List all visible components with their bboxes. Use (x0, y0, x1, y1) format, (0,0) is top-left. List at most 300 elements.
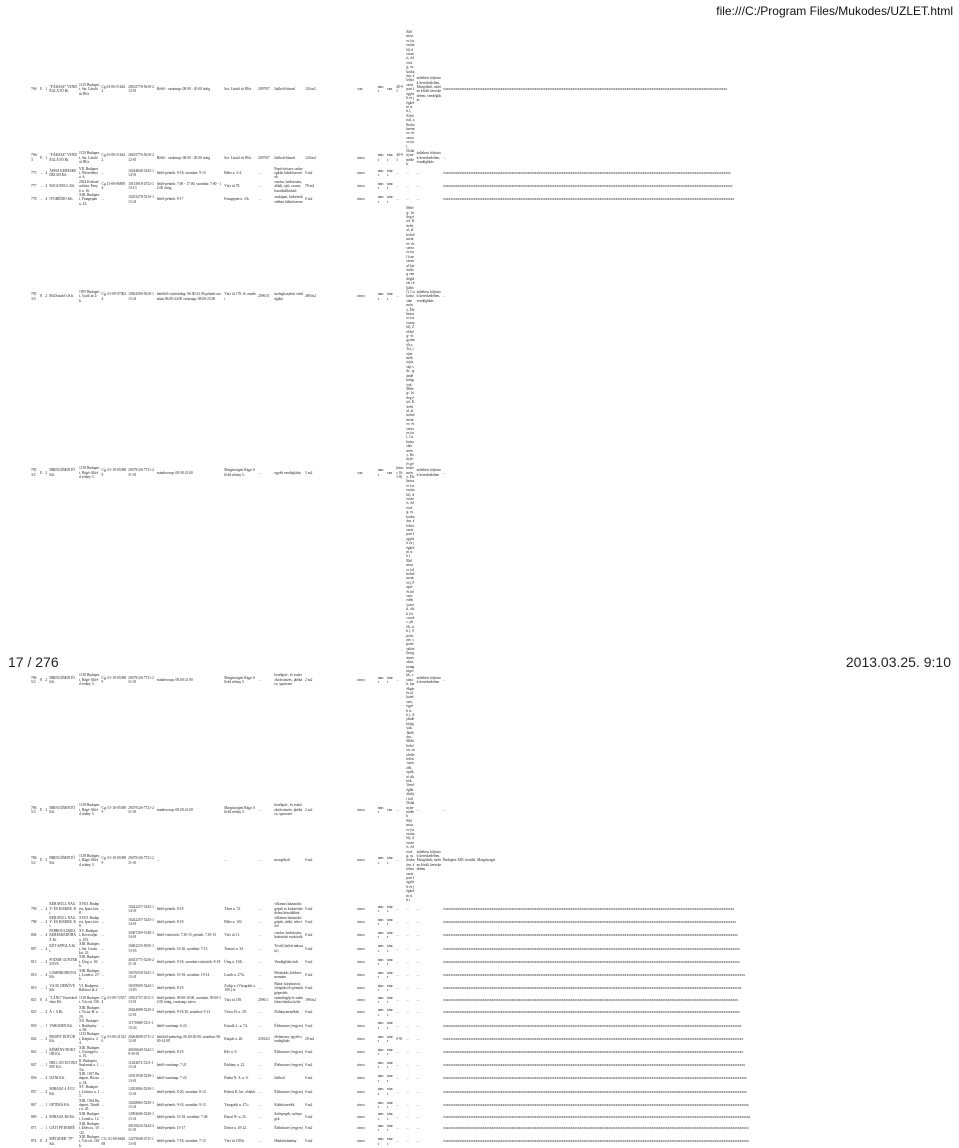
table-row (30, 995, 959, 1006)
table-cell: ... (40, 1126, 43, 1131)
table-cell: nincs (357, 1010, 365, 1015)
table-cell: ... (396, 906, 399, 911)
table-cell: 1097 Budapest, Gyáli út 3/b. (79, 289, 100, 303)
table-cell: 40150624-5244-231-01 (128, 1123, 154, 1133)
table-cell: 775 (31, 171, 37, 175)
table-cell: BRINGÓMINTÓ Kft. (49, 675, 75, 684)
table-cell: ... (258, 677, 261, 682)
table-cell: 4 (45, 1010, 48, 1015)
table-cell: ... (406, 933, 410, 938)
table-cell: ... (40, 1076, 43, 1081)
table-cell: 10402233-5050-113-05 (128, 944, 154, 953)
table-cell: Élelmiszer (vegyes) (274, 1063, 304, 1068)
table-cell: nincs (386, 675, 394, 684)
table-cell: ... (40, 1036, 43, 1041)
table-cell: 20/9767 (258, 87, 270, 92)
table-cell: ... (40, 1010, 43, 1015)
table-cell: KERAVILL NAGY- ÉS KISKER. Rt. (49, 915, 76, 929)
table-cell: VI. Budapest, Rákóczi út 2. (79, 983, 99, 993)
table-cell: ... (416, 920, 420, 925)
table-cell: 2 (45, 1036, 48, 1041)
table-cell: ... (40, 184, 43, 189)
table-cell: ... (406, 1076, 410, 1081)
table-cell: ... (40, 959, 43, 964)
table-cell: ... (396, 1010, 399, 1015)
table-cell: nincs (386, 1074, 394, 1083)
table-cell: xxxxxxxxxxxxxxxxxxxxxxxxxxxxxxxxxxxxxxxxxxxxxxxxxxxxxxxxxxxxxxxxxxxxxxxxxxxxxxxxxxxxxxxxxxxxxxxxxxxxxxxxxxxxxxxxxxxxxxxxxxxxxxxxxxxxxxxxxxxxxxxxxxxxxxxxxxxxxxxxxxxxxxxxxx (443, 1102, 749, 1107)
table-cell: 0 m2 (305, 986, 313, 991)
table-cell: ... (101, 1126, 105, 1131)
table-cell: vasáru, barkácsáru, háztartási eszközök (274, 931, 303, 940)
table-cell: nincs (377, 805, 384, 814)
table-cell: ... (416, 1139, 420, 1144)
table-cell: nincs (357, 1126, 365, 1131)
table-row (30, 1122, 959, 1135)
table-cell: ... (258, 986, 261, 991)
table-cell: 0 m2 (305, 1076, 313, 1081)
table-cell: Margitszigeti Rágó Alfréd sétány 5. (224, 805, 256, 814)
table-cell: 0 m2 (305, 959, 313, 964)
print-timestamp: 2013.03.25. 9:10 (845, 654, 951, 670)
table-cell: nincs (386, 957, 394, 966)
table-cell: ... (406, 906, 410, 911)
table-cell: ... (406, 184, 410, 189)
table-cell: ... (396, 1023, 399, 1028)
table-cell: Papír-írószer, szőnyegkúti kábítószeresek (274, 166, 303, 180)
table-cell: ... (416, 1050, 420, 1055)
table-cell: ... (416, 1063, 420, 1068)
table-cell: XX. Budapest, Batthyány u. 69. (79, 1019, 99, 1032)
table-row (30, 916, 959, 929)
table-cell: ... (416, 1023, 420, 1028)
table-row (30, 1006, 959, 1019)
table-cell: Kárpát u. 26. (224, 1036, 244, 1041)
table-cell: XIII. Budapest, Lomb u. 27/b. (79, 968, 100, 982)
table-cell: 4 (45, 946, 48, 951)
table-cell: 0 m2 (305, 1139, 313, 1144)
table-cell: xxxxxxxxxxxxxxxxxxxxxxxxxxxxxxxxxxxxxxxxxxxxxxxxxxxxxxxxxxxxxxxxxxxxxxxxxxxxxxxxxxxxxxxxxxxxxxxxxxxxxxxxxxxxxxxxxxxxxxxxxxxxxxxxxxxxxxxxxxxxxxxxxxxxxxxxxxxxxxxxxxxx (443, 998, 738, 1003)
table-cell: ... (40, 1089, 43, 1094)
table-cell: ... (258, 1126, 261, 1131)
table-cell: ... (224, 858, 227, 863)
table-cell: nincs (357, 1036, 365, 1041)
table-row (30, 193, 959, 206)
table-cell: ... (101, 1063, 105, 1068)
table-cell: FERROGLOBUS KERESKEDŐHÁZ Rt. (49, 928, 76, 942)
table-cell: 2024 Kiskunlacháza, Fenyő u. 16. (79, 179, 99, 193)
table-cell: E (40, 998, 43, 1003)
table-cell: hétfő-péntek: 9-17 (156, 197, 184, 202)
table-cell: ... (406, 920, 410, 925)
table-cell: ... (406, 972, 410, 977)
table-cell: Victor H. u. 29. (224, 1010, 247, 1015)
table-cell: Tomori u. 34. (224, 946, 244, 951)
table-cell: hétfő-péntek: 9-18.30, szombat: 9-13 (156, 1010, 211, 1015)
table-cell: hétfő-péntek: 10-20, szombat: 7-13 (156, 946, 208, 951)
table-cell: ... (101, 920, 105, 925)
table-cell: ... (396, 171, 399, 175)
table-cell: nincs (377, 1123, 384, 1133)
table-cell: 1 (45, 155, 48, 160)
table-cell: 10476558-5241-113-41 (128, 970, 154, 980)
table-cell: 4 (45, 906, 48, 911)
table-cell: 856 (31, 1076, 37, 1081)
table-cell: 1133 Budapest, Kárpát u. 24. (79, 1032, 100, 1046)
table-cell: Szőnyegek, szőnyegek (274, 1112, 302, 1121)
table-cell: nincs (386, 1100, 394, 1110)
table-cell: Frangepán u. 3/b. (224, 197, 250, 202)
table-cell: ... (258, 1089, 261, 1094)
table-cell: 20264808-4711-212-01 (128, 1034, 154, 1044)
table-cell: nincs (386, 970, 394, 980)
table-cell: Élelmiszer (szeszitalú), desszert, édesség, cukorkaáru, élelmiszeripari fagylalt és jégkrém stb.) (406, 818, 415, 903)
table-cell: 28424908-5220-212-01 (128, 1008, 154, 1017)
table-cell: 0 m2 (305, 1102, 313, 1107)
table-cell: ... (396, 1063, 399, 1068)
table-cell: Dohánytermékek (406, 801, 415, 819)
table-cell: ... (406, 998, 410, 1003)
table-cell: 813 (31, 959, 37, 964)
table-cell: 2596/31 (258, 294, 270, 299)
table-row (30, 1059, 959, 1072)
table-cell: Cg. 01-10-053989 (101, 856, 127, 865)
table-cell: hétfő-péntek: 8-18 (156, 986, 184, 991)
table-cell: 830 (31, 1023, 37, 1028)
table-cell: 804 (31, 933, 37, 938)
table-row (30, 206, 959, 387)
table-cell: ... (416, 171, 420, 175)
table-cell: VII. Budapest, Wesselényi u. 6. (79, 166, 99, 180)
table-cell: Italbolt (274, 1076, 285, 1081)
table-cell: VARGHEN Kft. (49, 1023, 74, 1028)
table-cell: V.S.M. DEBÓVE Kft. (49, 983, 75, 993)
table-cell: nincs (377, 1112, 384, 1121)
table-cell: XIII. 1034 Budapest, Tündér u. 45. (79, 1098, 100, 1112)
table-cell: ... (40, 1050, 43, 1055)
table-cell: nincs (357, 197, 365, 202)
table-cell: nincs (377, 85, 384, 94)
table-cell: nincs (386, 153, 394, 162)
table-cell: 25162/2 (258, 1036, 270, 1041)
table-cell: Béke u. 102. (224, 920, 243, 925)
table-cell: Tátra u. 74. (224, 906, 241, 911)
table-cell: ... (396, 294, 399, 299)
table-cell: xxxxxxxxxxxxxxxxxxxxxxxxxxxxxxxxxxxxxxxxxxxxxxxxxxxxxxxxxxxxxxxxxxxxxxxxxxxxxxxxxxxxxxxxxxxxxxxxxxxxxxxxxxxxxxxxxxxxxxxxxxxxxxxxxxxxxxxxxxxxxxxxxxxxxxxxxxxxxxxxxx (443, 906, 735, 911)
table-cell: Béke u. 2-4. (224, 171, 242, 175)
table-cell: ... (406, 1050, 410, 1055)
table-cell: 0 m2 (305, 906, 313, 911)
table-cell: 0 m2 (305, 933, 313, 938)
table-cell: 847 (31, 1063, 37, 1068)
table-cell: 0 m2 (305, 1089, 313, 1094)
table-cell: Cg.13-09-068954 (101, 182, 126, 191)
table-cell: szakipari, kiskereskedelmi kábítószeres (274, 195, 303, 204)
table-cell: hétfő-csütörtök: 7.30-15, péntek: 7.30-13 (156, 933, 217, 938)
table-cell: nincs (357, 858, 365, 863)
table-cell: 4 (45, 959, 48, 964)
table-cell: ... (396, 807, 399, 812)
table-cell: nincs (357, 920, 365, 925)
table-cell: kerékpár-, és eszközkölcsönzés, játékáru, sportszer (274, 803, 303, 817)
table-cell: ... (101, 1089, 105, 1094)
table-cell: van (386, 87, 393, 92)
table-cell: LOMBIKORONA Kft. (49, 970, 77, 980)
table-row (30, 1112, 959, 1122)
table-row (30, 149, 959, 167)
table-cell: Váci út 158. (224, 998, 242, 1003)
table-cell: 825 (31, 1010, 37, 1015)
table-cell: Szt. László út 89/a. (224, 155, 252, 160)
table-cell: nincs (386, 1137, 394, 1146)
table-row (30, 1046, 959, 1059)
table-cell: xxxxxxxxxxxxxxxxxxxxxxxxxxxxxxxxxxxxxxxxxxxxxxxxxxxxxxxxxxxxxxxxxxxxxxxxxxxxxxxxxxxxxxxxxxxxxxxxxxxxxxxxxxxxxxxxxxxxxxxxxxxxxxxxxxxxxxxxxxxxxxxxxxxxxxxxxxxxxxxxxxxxxxxxx (443, 1076, 747, 1081)
table-cell: BRINGÓMINTÓ Kft. (49, 805, 75, 814)
table-cell: ... (416, 1036, 420, 1041)
table-row (30, 1032, 959, 1045)
table-cell: ... (416, 1114, 420, 1119)
file-path-header: file:///C:/Program Files/Mukodes/UZLET.html (716, 4, 953, 18)
table-cell: ... (416, 1089, 420, 1094)
table-cell: ... (416, 1010, 420, 1015)
table-cell: ... (443, 807, 446, 812)
table-cell: ... (416, 807, 420, 812)
table-cell: nincs (357, 1063, 365, 1068)
table-cell: 0-91 (396, 1036, 403, 1041)
table-cell: ... (406, 946, 410, 951)
table-cell: xxxxxxxxxxxxxxxxxxxxxxxxxxxxxxxxxxxxxxxxxxxxxxxxxxxxxxxxxxxxxxxxxxxxxxxxxxxxxxxxxxxxxxxxxxxxxxxxxxxxxxxxxxxxxxxxxxxxxxxxxxxxxxxxxxxxxxxxxxxxxxxxxxxxxxxxxxxxxxxxx (443, 184, 733, 189)
table-cell: ... (40, 1114, 43, 1119)
table-cell: ... (258, 933, 261, 938)
table-cell: xxxxxxxxxxxxxxxxxxxxxxxxxxxxxxxxxxxxxxxxxxxxxxxxxxxxxxxxxxxxxxxxxxxxxxxxxxxxxxxxxxxxxxxxxxxxxxxxxxxxxxxxxxxxxxxxxxxxxxxxxxxxxxxxxxxxxxxxxxxxxxxxxxxxxxxxxxxxxxxxxxxxxxxx (443, 1063, 746, 1068)
table-row (30, 955, 959, 968)
table-cell: ... (258, 1050, 261, 1055)
table-cell: OPTIMÁ Kft. (49, 1102, 70, 1107)
table-cell: 1 (45, 1050, 48, 1055)
table-cell: ... (101, 197, 105, 202)
table-cell: 0 m2 (305, 197, 313, 202)
table-cell: nincs (386, 856, 394, 865)
table-cell: Kassák L. u. 74. (224, 1023, 248, 1028)
table-cell: hétfő-péntek: 7-18, szombat: 7-13 (156, 1139, 206, 1144)
table-cell: ... (258, 184, 261, 189)
table-cell: Cg.01-06-516422 (101, 85, 126, 94)
table-cell: BRINGÓMINTÓ Kft. (49, 468, 75, 477)
table-cell: 842 (31, 1036, 37, 1041)
table-cell: Élelmiszer (vegyes) (274, 1023, 304, 1028)
table-cell: 819 (31, 986, 37, 991)
table-cell: van (386, 470, 393, 475)
table-cell: ... (396, 1076, 399, 1081)
table-cell: 10133918-4752-113-13 (128, 182, 154, 191)
table-cell: üzletben folytatott kereskedelem (416, 675, 441, 684)
table-cell: 4 (45, 933, 48, 938)
table-cell: nincs (386, 1123, 394, 1133)
table-cell: 874 (31, 1139, 37, 1144)
table-cell: nincs (386, 983, 394, 993)
table-cell: ... (406, 1114, 410, 1119)
table-cell: 1139 Budapest, Váci út 158. (79, 996, 100, 1005)
table-cell: ... (406, 1126, 410, 1131)
table-cell: van (357, 87, 363, 92)
table-cell: 807 (31, 946, 37, 951)
table-cell: 78 m2 (305, 184, 315, 189)
table-cell: ... (416, 986, 420, 991)
table-cell: ... (443, 470, 446, 475)
table-cell: 10319005-5244-113-03 (128, 983, 154, 993)
table-cell: FODOR GUNTERZOVA (49, 957, 78, 966)
table-cell: nincs (357, 933, 365, 938)
table-cell: ... (396, 972, 399, 977)
table-row (30, 969, 959, 982)
table-cell: 0 m2 (305, 1050, 313, 1055)
table-cell: Cg. 01-09-070024 (101, 292, 127, 301)
table-cell: nincs (377, 917, 384, 927)
table-cell: ... (258, 1076, 261, 1081)
table-cell: HELLAN ECONOMY Kft. (49, 1061, 78, 1070)
table-cell: Rév u. 9. (224, 1050, 238, 1055)
table-cell: ... (406, 959, 410, 964)
table-cell: ... (416, 946, 420, 951)
table-cell: 871 (31, 1126, 37, 1131)
table-cell: nincs (357, 171, 365, 175)
table-cell: nincs (357, 1076, 365, 1081)
table-cell: Hétfő - vasárnap: 08.00 - 20.00 óráig (156, 155, 211, 160)
table-cell: nincs (357, 1089, 365, 1094)
table-cell: Margitszigeti Rágó Alfréd sétány 5. (224, 675, 256, 684)
table-cell: ... (396, 986, 399, 991)
table-cell: ... (258, 171, 261, 175)
table-cell: hétfő-péntek: 09.00-18.00, szombat: 09.00-12.00 óráig, vasárnap: zárva (156, 996, 221, 1005)
table-cell: 0 m2 (305, 1023, 313, 1028)
table-cell: 790 (31, 906, 37, 911)
table-cell: ... (396, 1139, 399, 1144)
business-registry-table-container (30, 30, 959, 1148)
table-cell: GÁTI PÉTERNÉ (49, 1126, 75, 1131)
table-cell: 778 (31, 197, 37, 202)
table-cell: BRINGÓMINTÓ Kft. (49, 856, 75, 865)
table-row (30, 180, 959, 193)
table-cell: 10552757-4511-113-01 (128, 996, 154, 1005)
table-cell: nincs (386, 1112, 394, 1121)
table-cell: nincs (357, 1139, 365, 1144)
table-row (30, 942, 959, 955)
table-cell: ... (40, 1063, 43, 1068)
table-cell: nincs (377, 195, 384, 204)
table-cell: "FÁRASZ" VENDÉGLÁTÓ Bt. (49, 85, 77, 94)
table-row (30, 929, 959, 942)
table-cell: ... (101, 1050, 105, 1055)
table-cell: Italbolt-büszel (274, 87, 296, 92)
table-cell: XIII. 1037 Budapest, Rózsa u. 34. (79, 1072, 100, 1085)
table-cell: van (386, 807, 393, 812)
table-cell: DANI Kft. (49, 1076, 65, 1081)
table-cell: Raoul W. u. 25. (224, 1114, 247, 1119)
table-cell: nincs (377, 1074, 384, 1083)
table-cell: 0 m2 (305, 858, 313, 863)
table-cell: 2 (45, 858, 48, 863)
table-cell: 2596/1 (258, 998, 269, 1003)
table-cell: nincs (377, 856, 384, 865)
table-cell: nincs (377, 1061, 384, 1070)
table-row (30, 819, 959, 903)
table-cell: 2 (45, 470, 48, 475)
table-cell: ... (258, 470, 261, 475)
table-cell: hétfő-péntek: 10-18, szombat: 10-14 (156, 972, 210, 977)
table-cell: ... (443, 155, 446, 160)
table-cell: 29479126-7721-231-01 (128, 805, 154, 814)
table-cell: xxxxxxxxxxxxxxxxxxxxxxxxxxxxxxxxxxxxxxxxxxxxxxxxxxxxxxxxxxxxxxxxxxxxxxxxxxxxxxxxxxxxxxxxxxxxxxxxxxxxxxxxxxxxxxxxxxxxxxxxxxxxxxxxxxxxxxxxxxxxxxxxxxxxxxxxxxxxxxxxxxxxx (443, 946, 740, 951)
table-cell: 1138 Budapest, Rágó-Alfréd sétány 5. (79, 673, 100, 687)
table-cell: ... (416, 1126, 420, 1131)
table-cell: 20 m2 (305, 1036, 315, 1041)
table-cell: nincs (357, 677, 365, 682)
table-cell: xxxxxxxxxxxxxxxxxxxxxxxxxxxxxxxxxxxxxxxxxxxxxxxxxxxxxxxxxxxxxxxxxxxxxxxxxxxxxxxxxxxxxxxxxxxxxxxxxxxxxxxxxxxxxxxxxxxxxxxxxxxxxxxxxxxxxxxxxxxxxxxxxxxxxxxxxxxxxxxxxxxxxx (443, 986, 742, 991)
table-cell: ... (101, 959, 105, 964)
table-cell: 766 (31, 87, 37, 92)
table-cell: ... (416, 1076, 420, 1081)
table-cell: ... (40, 1023, 43, 1028)
table-cell: 40106640-5242-19-30-01 (128, 1047, 154, 1057)
table-cell: McDonald´s Kft. (49, 294, 74, 299)
table-cell: Hétfő - vasárnap: 08.00 - 20.00 óráig (156, 87, 211, 92)
table-cell: ... (258, 972, 261, 977)
table-cell: 0 m2 (305, 1010, 313, 1015)
table-cell: nincs (357, 998, 365, 1003)
table-cell: nincs (377, 983, 384, 993)
table-cell: Üteg u. 10/b. (224, 959, 244, 964)
table-cell: ... (443, 677, 446, 682)
table-cell: nincs (386, 1047, 394, 1057)
table-cell: 28165776-5610-212-01 (128, 153, 154, 162)
table-cell: nincs (357, 959, 365, 964)
table-cell: hétfő-péntek: 8-18 (156, 1050, 184, 1055)
table-cell: ... (396, 677, 399, 682)
table-cell: ... (40, 920, 43, 925)
table-cell: 28165776-5610-212-01 (128, 85, 154, 94)
table-cell: ... (416, 972, 420, 977)
table-cell: XIII. Budapest, Gyöngyösi u. 16. (79, 1045, 100, 1059)
table-cell: 10253278-5210-113-41 (128, 195, 154, 204)
table-cell: melegkonyhás vendéglátó (274, 292, 304, 301)
table-cell: Cg.01-06-516422 (101, 153, 126, 162)
table-cell: ... (101, 171, 105, 175)
table-cell: 1138 Budapest, Rágó-Alfréd sétány 5. (79, 466, 100, 480)
table-cell: E (40, 677, 43, 682)
table-cell: nincs (377, 168, 384, 178)
table-cell: XIII. Budapest, Szt. István krt. 22. (79, 942, 100, 955)
table-cell: 4 (45, 171, 48, 175)
table-cell: 10824390-5610-113-41 (128, 292, 154, 301)
table-cell: 4 (45, 1139, 48, 1144)
table-cell: XVIII. Budapest, Ipacs köz 8. (79, 915, 100, 929)
page-counter: 17 / 276 (8, 654, 59, 670)
table-cell: ... (406, 197, 410, 202)
table-cell: van (357, 470, 363, 475)
table-cell: 126 m2 (305, 155, 316, 160)
table-cell: ... (406, 1010, 410, 1015)
table-cell: vasáru, barkácsáru, ablak, ajtó, csavar, hasadóállatfutó (274, 179, 303, 193)
table-cell: ... (258, 858, 261, 863)
table-cell: ... (40, 171, 43, 175)
table-cell: nincs (386, 292, 394, 301)
table-cell: minden nap: 08.00-21.00 (156, 807, 193, 812)
table-cell: 0 m2 (305, 171, 313, 175)
table-cell: 10242257-5245-114-01 (128, 904, 154, 914)
table-cell: nincs (357, 184, 365, 189)
table-cell: nincs (357, 294, 365, 299)
table-row (30, 902, 959, 915)
table-cell: Húskészítmény (274, 1139, 297, 1144)
